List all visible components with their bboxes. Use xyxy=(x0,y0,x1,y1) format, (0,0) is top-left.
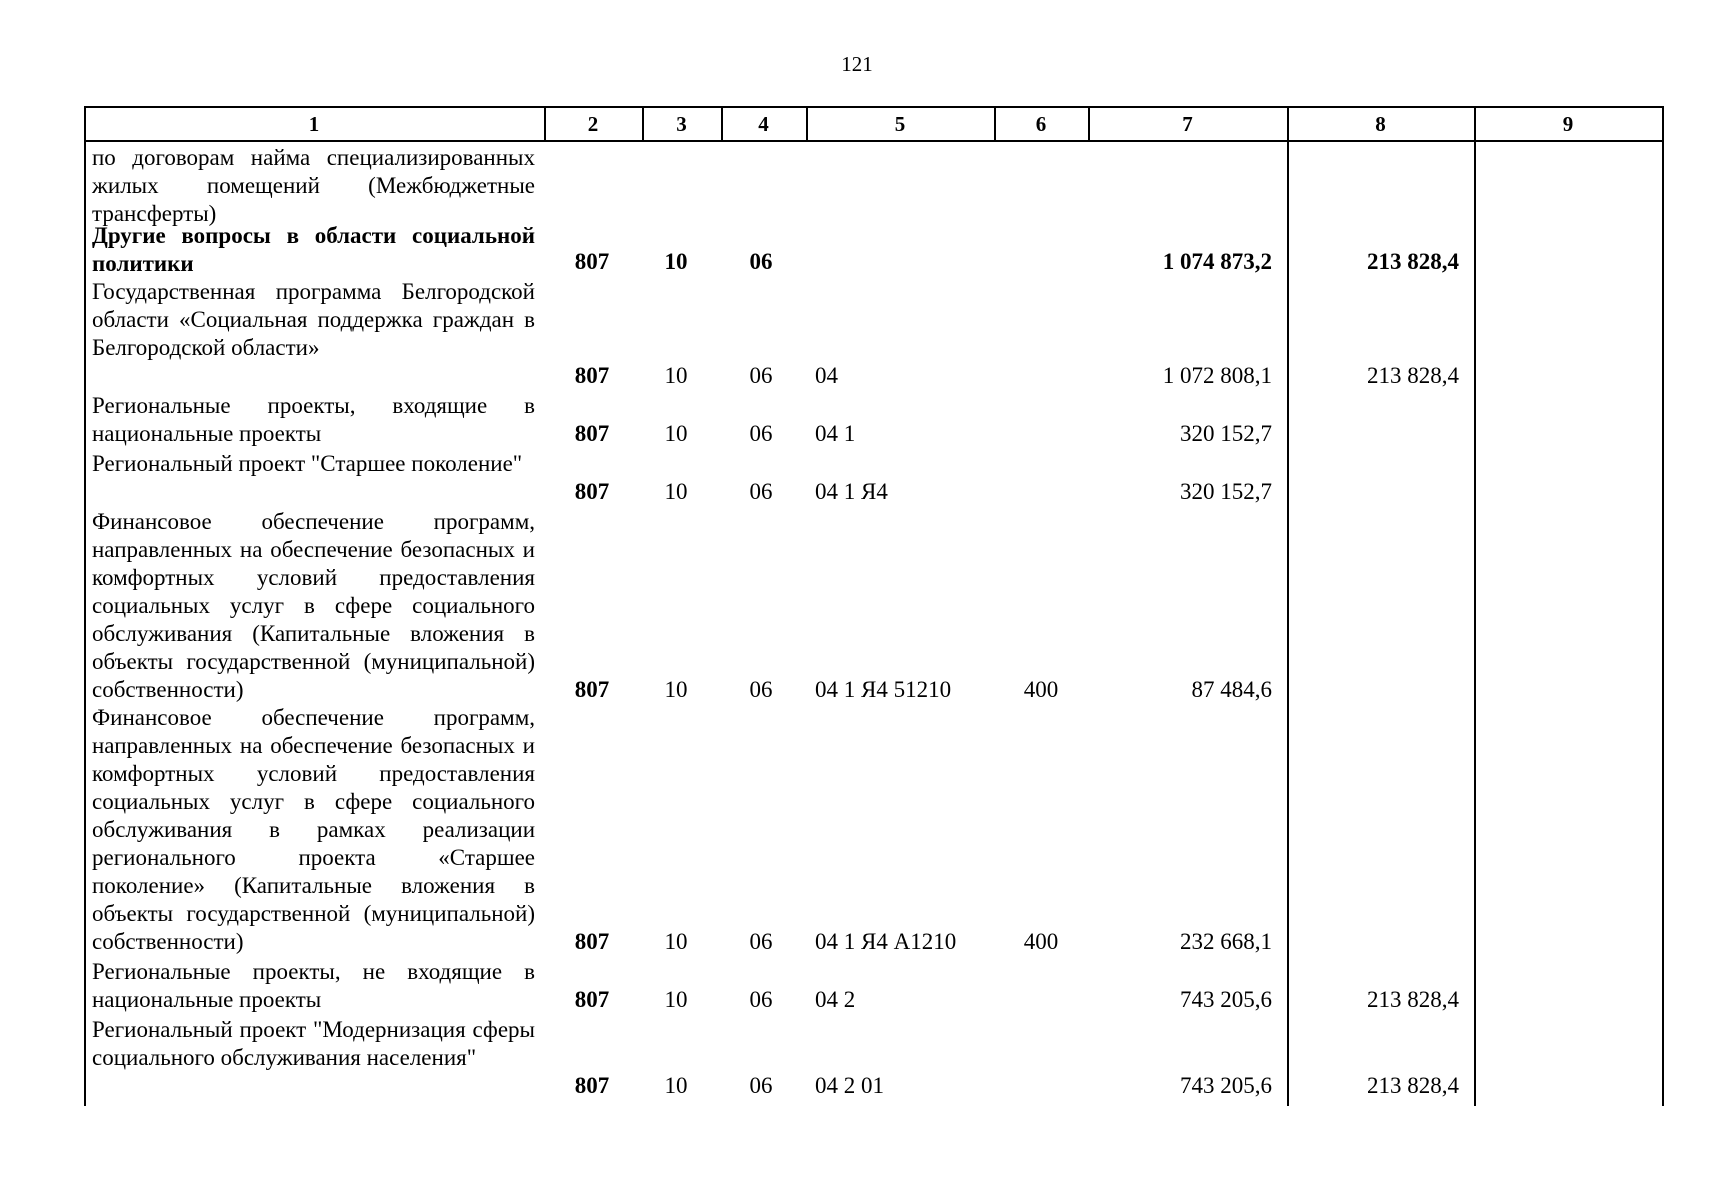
row-8-col-4: 06 xyxy=(749,1073,773,1098)
row-6-col-4: 06 xyxy=(749,929,773,954)
page-number: 121 xyxy=(841,52,873,76)
header-col-7: 7 xyxy=(1182,112,1193,136)
row-1-col-2: 807 xyxy=(574,249,610,274)
row-7-col-4: 06 xyxy=(749,987,773,1012)
col-divider-0 xyxy=(84,106,86,1106)
row-8-col-8: 213 828,4 xyxy=(1367,1073,1459,1098)
row-6-col-6: 400 xyxy=(1023,929,1059,954)
row-2-col-7: 1 072 808,1 xyxy=(1162,363,1272,388)
col-divider-7 xyxy=(1287,106,1289,1106)
row-4-col-2: 807 xyxy=(574,479,610,504)
row-7-col-8: 213 828,4 xyxy=(1367,987,1459,1012)
row-5-col-2: 807 xyxy=(574,677,610,702)
row-8-col-7: 743 205,6 xyxy=(1180,1073,1272,1098)
row-3-col-4: 06 xyxy=(749,421,773,446)
row-7-col-7: 743 205,6 xyxy=(1180,987,1272,1012)
header-col-3: 3 xyxy=(676,112,687,136)
row-1-col-8: 213 828,4 xyxy=(1367,249,1459,274)
row-5-col-3: 10 xyxy=(664,677,688,702)
row-7-description: Региональные проекты, не входящие в национальные проекты xyxy=(92,959,535,1012)
header-col-9: 9 xyxy=(1562,112,1574,136)
row-5-col-6: 400 xyxy=(1023,677,1059,702)
header-col-6: 6 xyxy=(1035,112,1047,136)
row-1-col-7: 1 074 873,2 xyxy=(1162,249,1272,274)
row-2-description: Государственная программа Белгородской области «Социальная поддержка граждан в Белгородской области» xyxy=(92,279,535,360)
col-divider-9 xyxy=(1662,106,1664,1106)
row-5-col-4: 06 xyxy=(749,677,773,702)
header-col-8: 8 xyxy=(1375,112,1386,136)
budget-table xyxy=(84,106,1664,1106)
row-4-description: Региональный проект "Старшее поколение" xyxy=(92,451,523,476)
row-8-col-2: 807 xyxy=(574,1073,610,1098)
row-2-col-8: 213 828,4 xyxy=(1367,363,1459,388)
row-2-col-3: 10 xyxy=(664,363,688,388)
row-6-col-2: 807 xyxy=(574,929,610,954)
row-7-col-2: 807 xyxy=(574,987,610,1012)
row-5-col-5: 04 1 Я4 51210 xyxy=(815,677,952,702)
row-1-col-3: 10 xyxy=(664,249,688,274)
row-6-description: Финансовое обеспечение программ, направленных на обеспечение безопасных и комфортных условий предоставления социальных услуг в сфере социального обслуживания в рамках реализации регионального проекта «Старшее поколение» (Капитальные вложения в объекты государственной (муниципальной) собственности) xyxy=(92,705,535,954)
table-top-border xyxy=(84,106,1664,108)
row-3-col-2: 807 xyxy=(574,421,610,446)
header-col-1: 1 xyxy=(308,112,320,136)
row-3-col-5: 04 1 xyxy=(815,421,856,446)
row-2-col-2: 807 xyxy=(574,363,610,388)
row-6-col-5: 04 1 Я4 А1210 xyxy=(815,929,957,954)
row-4-col-3: 10 xyxy=(664,479,688,504)
row-6-col-7: 232 668,1 xyxy=(1180,929,1272,954)
row-3-description: Региональные проекты, входящие в национальные проекты xyxy=(92,393,535,446)
row-5-description: Финансовое обеспечение программ, направленных на обеспечение безопасных и комфортных условий предоставления социальных услуг в сфере социального обслуживания (Капитальные вложения в объекты государственной (муниципальной) собственности) xyxy=(92,509,535,702)
row-8-col-3: 10 xyxy=(664,1073,688,1098)
header-bottom-border xyxy=(84,140,1664,142)
row-0-description: по договорам найма специализированных жилых помещений (Межбюджетные трансферты) xyxy=(92,145,535,226)
col-divider-8 xyxy=(1474,106,1476,1106)
row-7-col-3: 10 xyxy=(664,987,688,1012)
header-col-5: 5 xyxy=(894,112,906,136)
row-6-col-3: 10 xyxy=(664,929,688,954)
row-4-col-7: 320 152,7 xyxy=(1180,479,1272,504)
row-8-description: Региональный проект "Модернизация сферы социального обслуживания населения" xyxy=(92,1017,535,1070)
row-2-col-4: 06 xyxy=(749,363,773,388)
row-8-col-5: 04 2 01 xyxy=(815,1073,884,1098)
row-3-col-7: 320 152,7 xyxy=(1180,421,1272,446)
row-1-description: Другие вопросы в области социальной политики xyxy=(92,223,535,276)
header-col-2: 2 xyxy=(587,112,599,136)
row-2-col-5: 04 xyxy=(815,363,838,388)
row-3-col-3: 10 xyxy=(664,421,688,446)
row-4-col-4: 06 xyxy=(749,479,773,504)
header-col-4: 4 xyxy=(758,112,769,136)
row-5-col-7: 87 484,6 xyxy=(1191,677,1272,702)
row-7-col-5: 04 2 xyxy=(815,987,856,1012)
row-1-col-4: 06 xyxy=(749,249,773,274)
row-4-col-5: 04 1 Я4 xyxy=(815,479,888,504)
